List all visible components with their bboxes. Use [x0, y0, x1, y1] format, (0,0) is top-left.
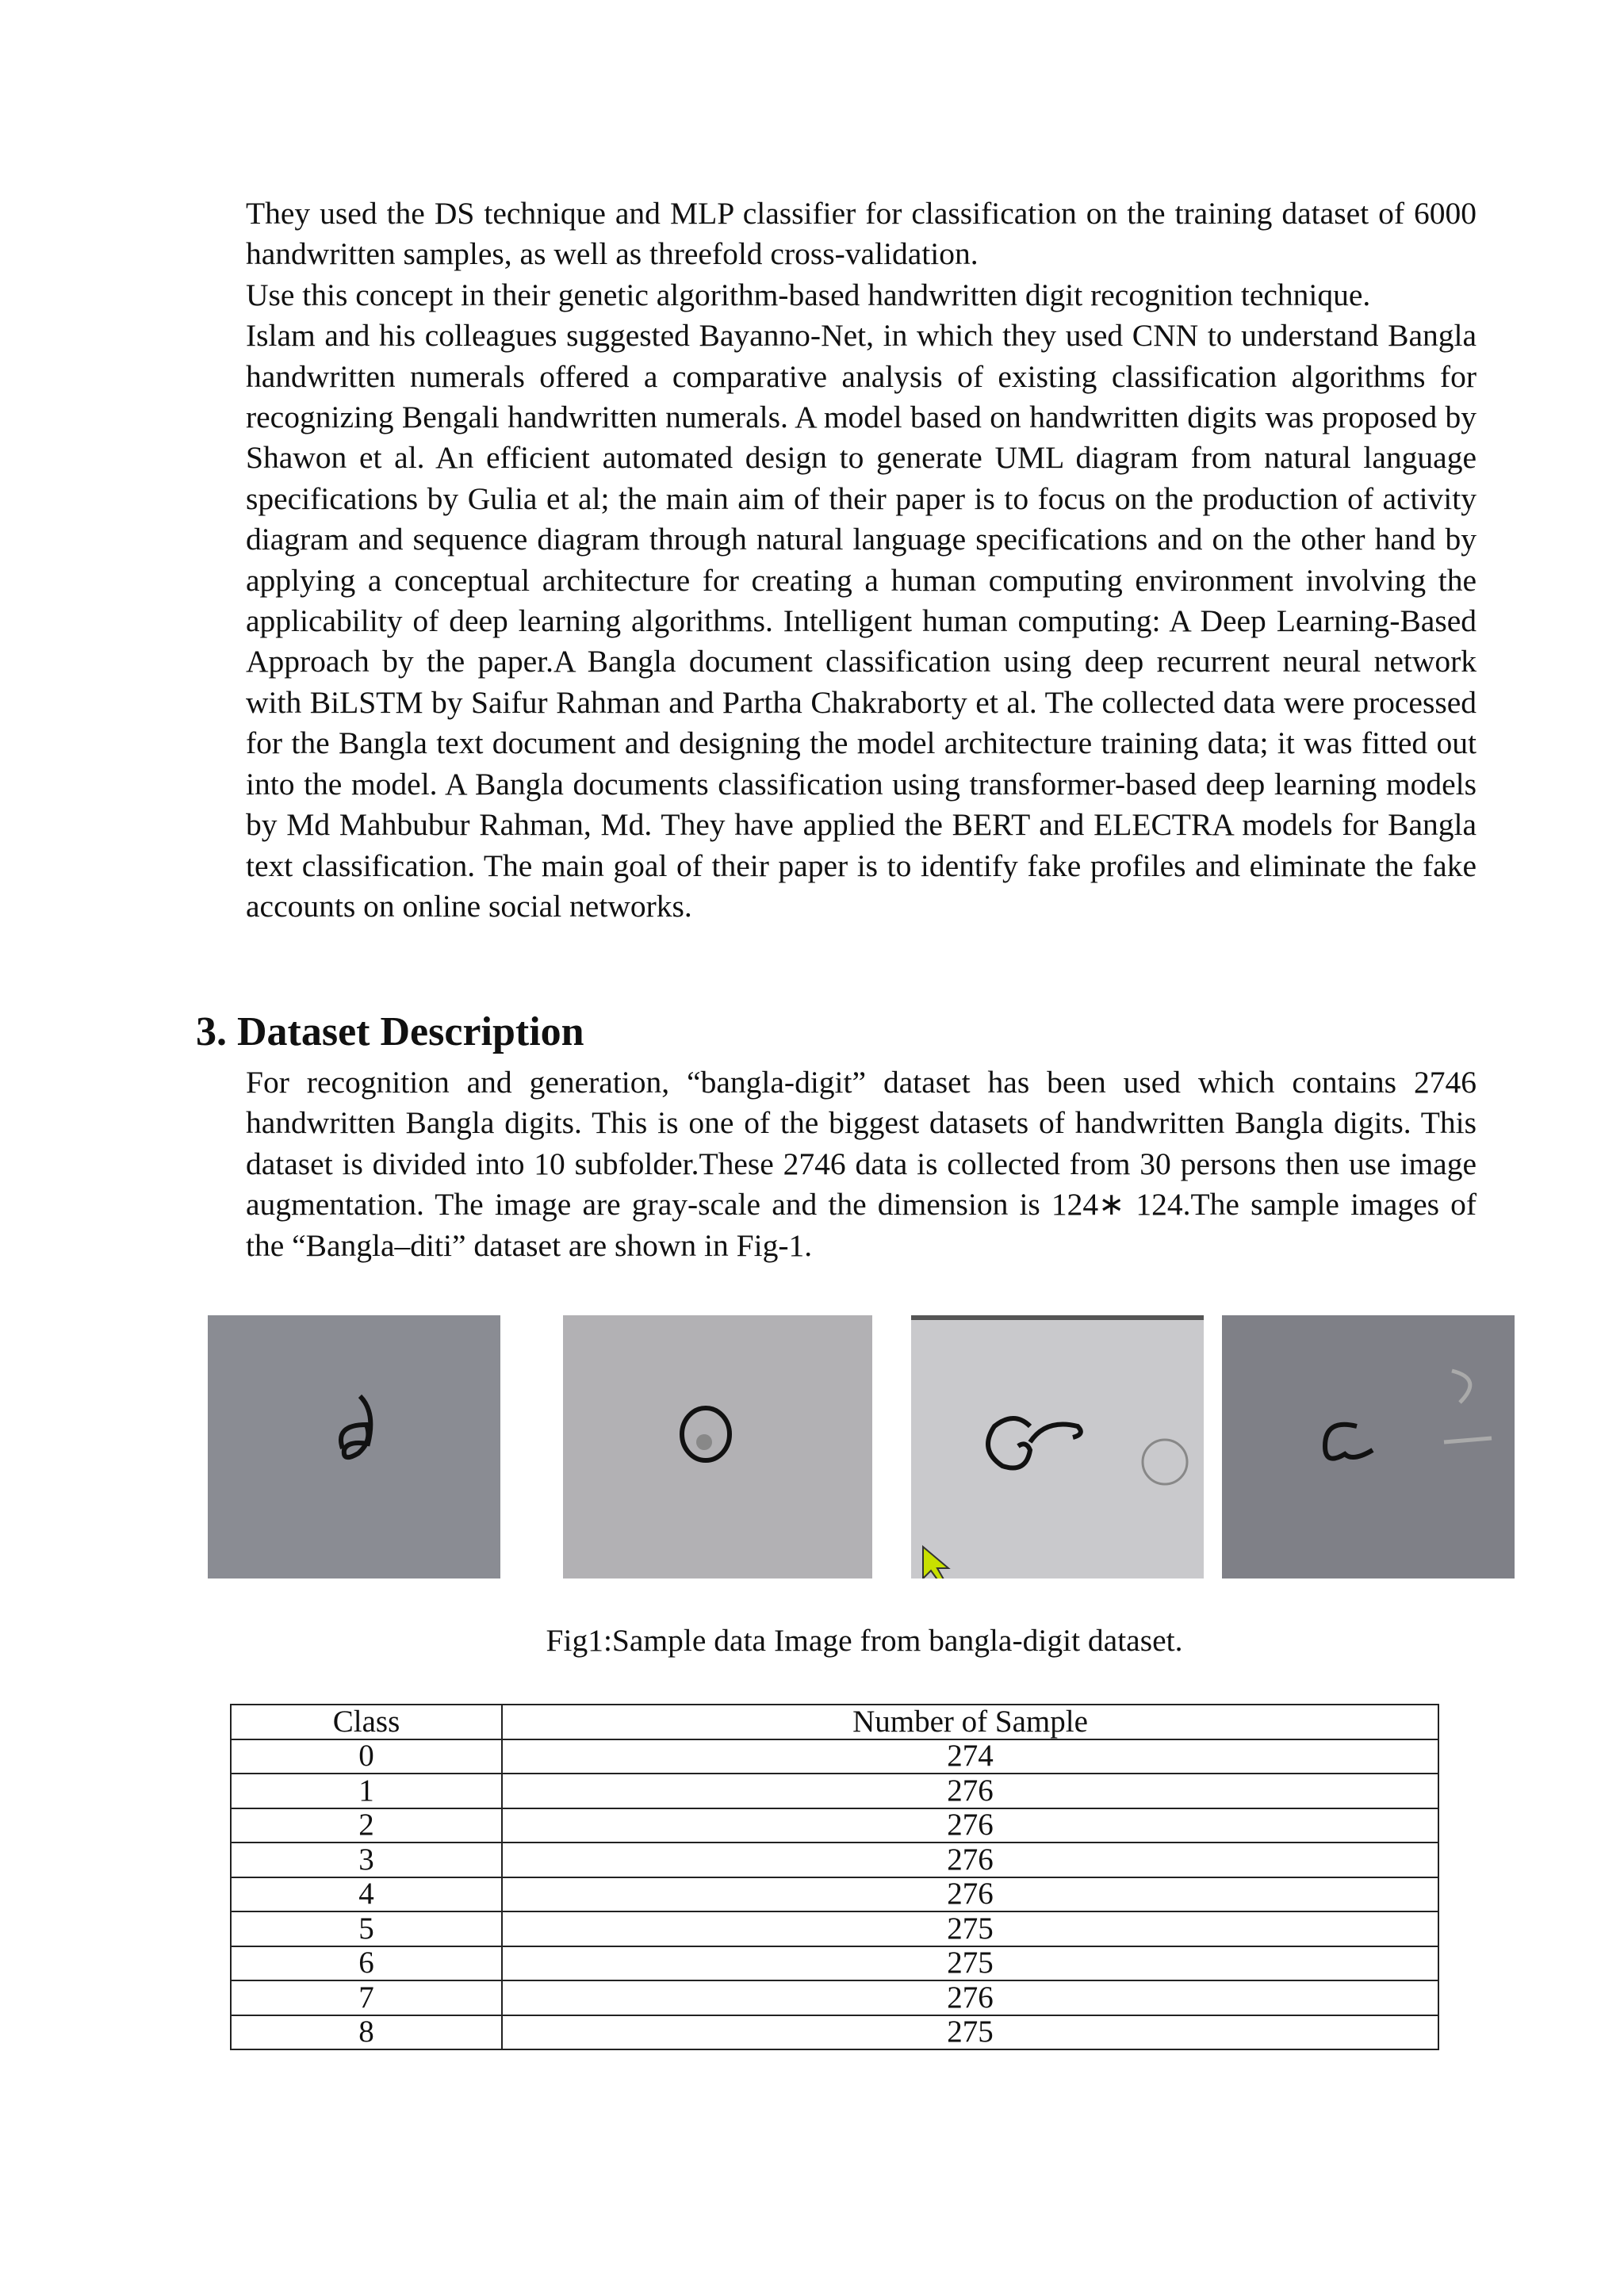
class-cell: 5 — [231, 1911, 502, 1946]
table-row — [231, 2015, 1438, 2050]
sample-image-2 — [563, 1315, 872, 1578]
sample-count-cell: 275 — [502, 1911, 1438, 1946]
column-header: Class — [231, 1705, 502, 1739]
table-header-row — [231, 1705, 1438, 1739]
column-header: Number of Sample — [502, 1705, 1438, 1739]
sample-count-cell: 275 — [502, 2015, 1438, 2050]
sample-count-cell: 276 — [502, 1808, 1438, 1843]
class-cell: 4 — [231, 1877, 502, 1912]
class-cell: 1 — [231, 1774, 502, 1808]
section-heading: 3. Dataset Description — [196, 1009, 584, 1054]
class-cell: 2 — [231, 1808, 502, 1843]
sample-count-cell: 276 — [502, 1877, 1438, 1912]
table-row — [231, 1843, 1438, 1877]
sample-count-cell: 274 — [502, 1739, 1438, 1774]
class-cell: 8 — [231, 2015, 502, 2050]
table-row — [231, 1808, 1438, 1843]
class-cell: 3 — [231, 1843, 502, 1877]
table-row — [231, 1980, 1438, 2015]
table-row — [231, 1877, 1438, 1912]
sample-count-cell: 276 — [502, 1980, 1438, 2015]
class-cell: 7 — [231, 1980, 502, 2015]
class-sample-table — [230, 1704, 1439, 2050]
sample-count-cell: 276 — [502, 1774, 1438, 1808]
class-cell: 0 — [231, 1739, 502, 1774]
table-row — [231, 1946, 1438, 1981]
intro-text — [246, 193, 1477, 927]
sample-image-4 — [1222, 1315, 1515, 1578]
sample-image-1 — [208, 1315, 500, 1578]
paragraph: Use this concept in their genetic algorithm-based handwritten digit recognition technique. — [246, 277, 1371, 312]
sample-count-cell: 275 — [502, 1946, 1438, 1981]
table-row — [231, 1739, 1438, 1774]
table-row — [231, 1911, 1438, 1946]
class-cell: 6 — [231, 1946, 502, 1981]
paragraph: For recognition and generation, “bangla-digit” dataset has been used which contains 2746 handwritten Bangla digits. This is one of the biggest datasets of handwritten Bangla digits. This dataset is divided into 10 subfolder.These 2746 data is collected from 30 persons then use image augmentation. The image are gray-scale and the dimension is 124∗ 124.The sample images of the “Bangla–diti” dataset are shown in Fig-1. — [246, 1065, 1477, 1263]
sample-image-3 — [911, 1315, 1204, 1578]
figure-caption: Fig1:Sample data Image from bangla-digit dataset. — [546, 1623, 1183, 1658]
dataset-description — [246, 1062, 1477, 1266]
table-row — [231, 1774, 1438, 1808]
paragraph: They used the DS technique and MLP classifier for classification on the training dataset of 6000 handwritten samples, as well as threefold cross-validation. — [246, 196, 1477, 272]
sample-count-cell: 276 — [502, 1843, 1438, 1877]
paragraph: Islam and his colleagues suggested Bayanno-Net, in which they used CNN to understand Bangla handwritten numerals offered a comparative analysis of existing classification algorithms for recognizing Bengali handwritten numerals. A model based on handwritten digits was proposed by Shawon et al. An efficient automated design to generate UML diagram from natural language specifications by Gulia et al; the main aim of their paper is to focus on the production of activity diagram and sequence diagram through natural language specifications and on the other hand by applying a conceptual architecture for creating a human computing environment involving the applicability of deep learning algorithms. Intelligent human computing: A Deep Learning-Based Approach by the paper.A Bangla document classification using deep recurrent neural network with BiLSTM by Saifur Rahman and Partha Chakraborty et al. The collected data were processed for the Bangla text document and designing the model architecture training data; it was fitted out into the model. A Bangla documents classification using transformer-based deep learning models by Md Mahbubur Rahman, Md. They have applied the BERT and ELECTRA models for Bangla text classification. The main goal of their paper is to identify fake profiles and eliminate the fake accounts on online social networks. — [246, 318, 1477, 924]
